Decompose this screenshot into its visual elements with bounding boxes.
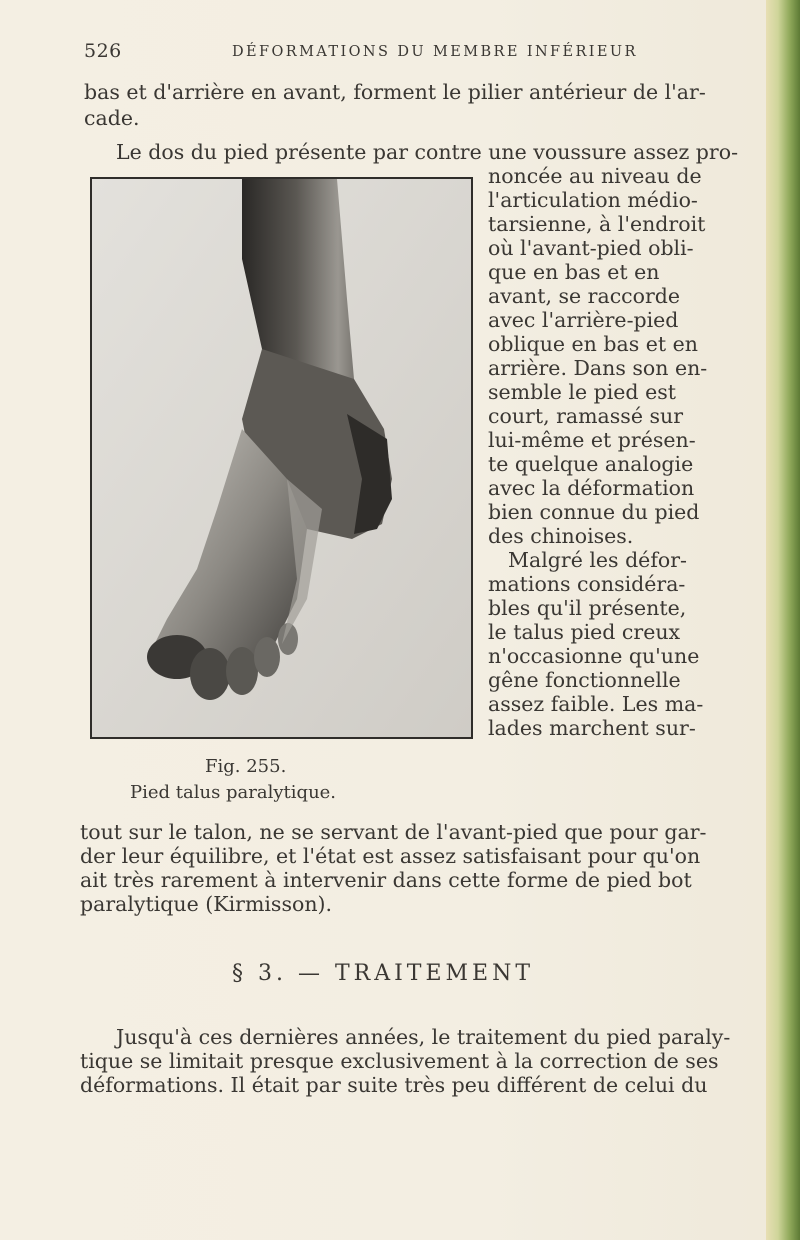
intro-line: cade. (84, 106, 140, 130)
intro-line: Le dos du pied présente par contre une voussure assez pro- (116, 140, 738, 164)
right-column-line: où l'avant-pied obli- (488, 236, 694, 260)
right-column-line: mations considéra- (488, 572, 686, 596)
body-line: ait très rarement à intervenir dans cette forme de pied bot (80, 868, 692, 892)
right-column-line: bles qu'il présente, (488, 596, 687, 620)
closing-line: tique se limitait presque exclusivement à la correction de ses (80, 1049, 719, 1073)
closing-line: Jusqu'à ces dernières années, le traitement du pied paraly- (116, 1025, 731, 1049)
figure-label: Fig. 255. (205, 756, 287, 777)
right-column-line: oblique en bas et en (488, 332, 699, 356)
right-column-line: l'articulation médio- (488, 188, 698, 212)
right-column-line: noncée au niveau de (488, 164, 702, 188)
body-line: tout sur le talon, ne se servant de l'avant-pied que pour gar- (80, 820, 707, 844)
body-line: der leur équilibre, et l'état est assez satisfaisant pour qu'on (80, 844, 701, 868)
right-column-line: avec la déformation (488, 476, 695, 500)
right-column-line: tarsienne, à l'endroit (488, 212, 706, 236)
right-column-line: n'occasionne qu'une (488, 644, 700, 668)
right-column-line: le talus pied creux (488, 620, 681, 644)
right-column-line: avec l'arrière-pied (488, 308, 679, 332)
right-column-line: gêne fonctionnelle (488, 668, 681, 692)
foot-photograph (92, 179, 471, 737)
closing-line: déformations. Il était par suite très peu différent de celui du (80, 1073, 708, 1097)
figure-caption: Pied talus paralytique. (130, 782, 337, 803)
right-column-line: arrière. Dans son en- (488, 356, 708, 380)
right-column-line: assez faible. Les ma- (488, 692, 704, 716)
right-column-line: bien connue du pied (488, 500, 700, 524)
figure-photo-foot (90, 177, 473, 739)
section-heading: § 3. — TRAITEMENT (232, 961, 535, 986)
right-column-line: lui-même et présen- (488, 428, 696, 452)
right-column-line: te quelque analogie (488, 452, 694, 476)
right-column-line: lades marchent sur- (488, 716, 696, 740)
page-edge-binding (766, 0, 800, 1240)
intro-line: bas et d'arrière en avant, forment le pilier antérieur de l'ar- (84, 80, 706, 104)
page-number: 526 (84, 40, 122, 62)
right-column-line: que en bas et en (488, 260, 660, 284)
right-column-line: court, ramassé sur (488, 404, 683, 428)
running-title: DÉFORMATIONS DU MEMBRE INFÉRIEUR (232, 44, 638, 60)
right-column-line: semble le pied est (488, 380, 676, 404)
right-column-line: des chinoises. (488, 524, 634, 548)
right-column-line: avant, se raccorde (488, 284, 681, 308)
body-line: paralytique (Kirmisson). (80, 892, 333, 916)
right-column-line: Malgré les défor- (508, 548, 687, 572)
